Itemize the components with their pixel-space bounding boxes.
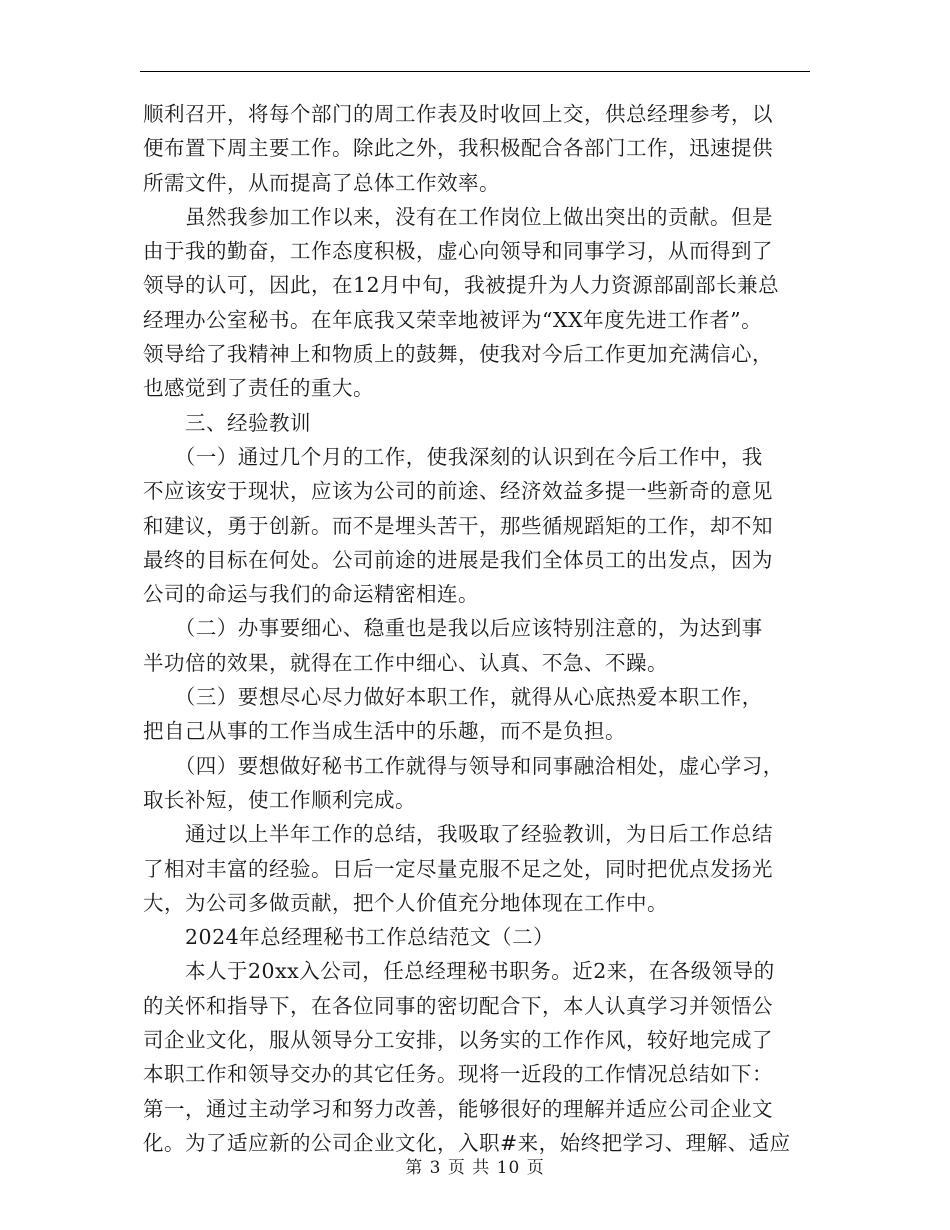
document-body	[143, 97, 811, 1160]
body-line: 最终的目标在何处。公司前途的进展是我们全体员工的出发点，因为	[143, 547, 773, 572]
section-heading: 2024年总经理秘书工作总结范文（二）	[143, 925, 555, 950]
body-line: 不应该安于现状，应该为公司的前途、经济效益多提一些新奇的意见	[143, 479, 773, 504]
body-line: 第一，通过主动学习和努力改善，能够很好的理解并适应公司企业文	[143, 1096, 773, 1121]
body-line: 半功倍的效果，就得在工作中细心、认真、不急、不躁。	[143, 650, 668, 675]
body-line: 由于我的勤奋，工作态度积极，虚心向领导和同事学习，从而得到了	[143, 239, 773, 264]
section-heading: 三、经验教训	[143, 410, 311, 435]
body-line: 经理办公室秘书。在年底我又荣幸地被评为“XX年度先进工作者”。	[143, 307, 763, 332]
body-line: 把自己从事的工作当成生活中的乐趣，而不是负担。	[143, 719, 626, 744]
body-line: 也感觉到了责任的重大。	[143, 376, 374, 401]
body-line: 便布置下周主要工作。除此之外，我积极配合各部门工作，迅速提供	[143, 136, 773, 161]
body-line: 取长补短，使工作顺利完成。	[143, 787, 416, 812]
body-line: 化。为了适应新的公司企业文化，入职#来，始终把学习、理解、适应	[143, 1130, 791, 1155]
body-line: 领导的认可，因此，在12月中旬，我被提升为人力资源部副部长兼总	[143, 273, 780, 298]
body-line: 虽然我参加工作以来，没有在工作岗位上做出突出的贡献。但是	[143, 204, 773, 229]
body-line: 领导给了我精神上和物质上的鼓舞，使我对今后工作更加充满信心，	[143, 342, 773, 367]
body-line: 大，为公司多做贡献，把个人价值充分地体现在工作中。	[143, 890, 668, 915]
body-line: （四）要想做好秘书工作就得与领导和同事融洽相处，虚心学习，	[143, 753, 784, 778]
body-line: 所需文件，从而提高了总体工作效率。	[143, 170, 500, 195]
body-line: （一）通过几个月的工作，使我深刻的认识到在今后工作中，我	[143, 444, 763, 469]
body-line: 通过以上半年工作的总结，我吸取了经验教训，为日后工作总结	[143, 822, 773, 847]
body-line: 公司的命运与我们的命运精密相连。	[143, 582, 479, 607]
body-line: （三）要想尽心尽力做好本职工作，就得从心底热爱本职工作，	[143, 685, 763, 710]
header-rule	[140, 71, 810, 72]
body-line: 本职工作和领导交办的其它任务。现将一近段的工作情况总结如下：	[143, 1062, 773, 1087]
body-line: 的关怀和指导下，在各位同事的密切配合下，本人认真学习并领悟公	[143, 993, 773, 1018]
body-line: 了相对丰富的经验。日后一定尽量克服不足之处，同时把优点发扬光	[143, 856, 773, 881]
body-line: 和建议，勇于创新。而不是埋头苦干，那些循规蹈矩的工作，却不知	[143, 513, 773, 538]
page-number-footer: 第 3 页 共 10 页	[405, 1158, 545, 1178]
body-line: 顺利召开，将每个部门的周工作表及时收回上交，供总经理参考，以	[143, 102, 773, 126]
body-line: 司企业文化，服从领导分工安排，以务实的工作作风，较好地完成了	[143, 1028, 773, 1053]
body-line: （二）办事要细心、稳重也是我以后应该特别注意的，为达到事	[143, 616, 763, 641]
body-line: 本人于20xx入公司，任总经理秘书职务。近2来，在各级领导的	[143, 959, 775, 984]
